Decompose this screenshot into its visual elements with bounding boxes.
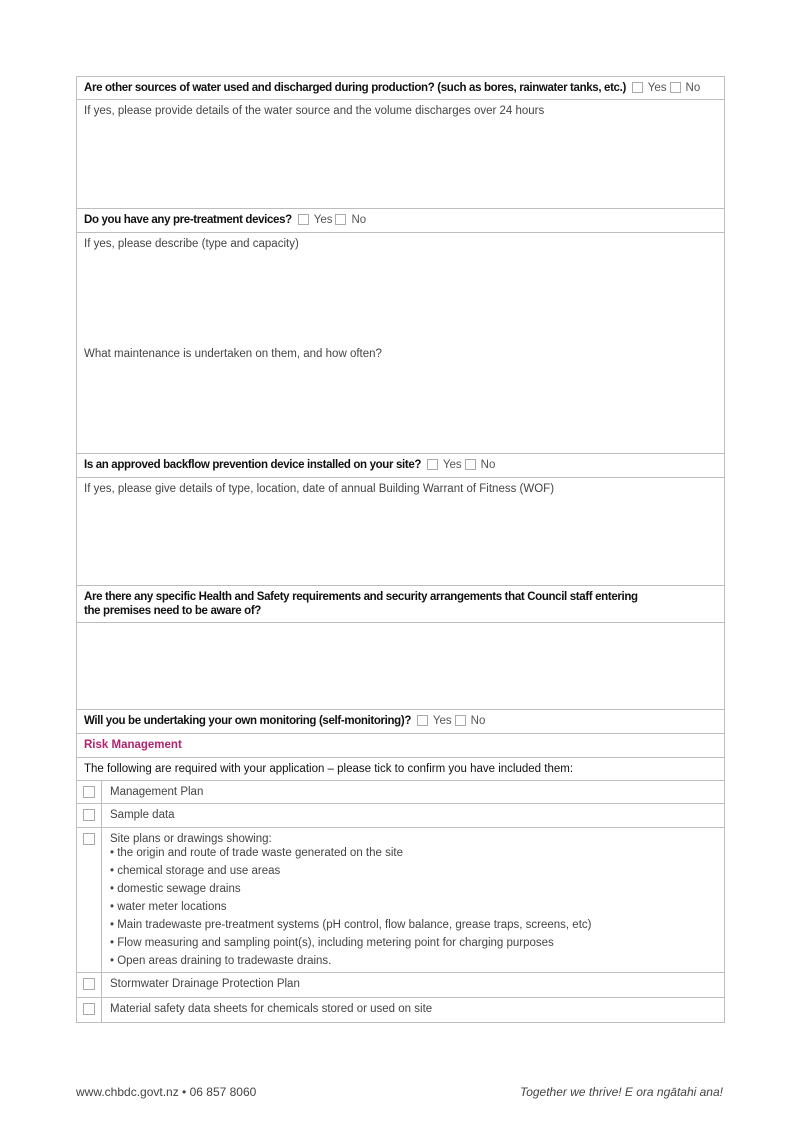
question-text: Do you have any pre-treatment devices? [84,214,292,226]
no-checkbox[interactable] [335,214,346,225]
yes-label: Yes [313,214,333,226]
health-safety-field[interactable] [77,623,724,710]
field-label: If yes, please provide details of the water source and the volume discharges over 24 hours [84,105,545,117]
checklist-item [77,973,724,998]
checkbox[interactable] [83,833,95,845]
site-plan-bullets [110,846,591,968]
item-label: Stormwater Drainage Protection Plan [110,978,300,990]
no-label: No [685,82,701,94]
checklist-item [77,828,724,973]
no-label: No [351,214,367,226]
question-text: Are there any specific Health and Safety requirements and security arrangements that Council staff entering the premises need to be aware of? [84,591,638,617]
bullet: • Flow measuring and sampling point(s), including metering point for charging purposes [110,937,554,949]
bullet: • domestic sewage drains [110,883,241,895]
question-pretreatment [77,209,724,233]
question-text: Are other sources of water used and discharged during production? (such as bores, rainwater tanks, etc.) [84,82,626,94]
no-label: No [470,715,486,727]
yes-checkbox[interactable] [427,459,438,470]
footer-contact: www.chbdc.govt.nz • 06 857 8060 [76,1085,257,1099]
bullet: • water meter locations [110,901,227,913]
yes-label: Yes [442,459,462,471]
field-label: If yes, please describe (type and capacity) [84,238,299,250]
item-label: Site plans or drawings showing: [110,833,272,845]
footer-slogan: Together we thrive! E ora ngātahi ana! [519,1085,723,1099]
question-backflow [77,454,724,478]
bullet: • Main tradewaste pre-treatment systems (pH control, flow balance, grease traps, screens, etc) [110,919,592,931]
yes-label: Yes [432,715,452,727]
no-checkbox[interactable] [465,459,476,470]
question-text: Is an approved backflow prevention device installed on your site? [84,459,422,471]
yes-label: Yes [647,82,667,94]
no-checkbox[interactable] [455,715,466,726]
checkbox[interactable] [83,809,95,821]
question-text: Will you be undertaking your own monitoring (self-monitoring)? [84,715,412,727]
item-label: Material safety data sheets for chemicals stored or used on site [110,1003,433,1015]
bullet: • the origin and route of trade waste generated on the site [110,847,403,859]
field-label: If yes, please give details of type, location, date of annual Building Warrant of Fitness (WOF) [84,483,555,495]
checkbox[interactable] [83,786,95,798]
yes-checkbox[interactable] [632,82,643,93]
yes-checkbox[interactable] [417,715,428,726]
checkbox[interactable] [83,978,95,990]
checklist-item [77,998,724,1023]
question-self-monitoring [77,710,724,734]
item-label: Management Plan [110,786,204,798]
risk-intro: The following are required with your application – please tick to confirm you have included them: [77,758,724,781]
checklist-item [77,781,724,804]
footer [76,1085,723,1129]
no-label: No [480,459,496,471]
bullet: • Open areas draining to tradewaste drains. [110,955,332,967]
bullet: • chemical storage and use areas [110,865,281,877]
question-health-safety [77,586,724,623]
no-checkbox[interactable] [670,82,681,93]
checkbox[interactable] [83,1003,95,1015]
item-label: Sample data [110,809,175,821]
maintenance-label: What maintenance is undertaken on them, and how often? [84,348,382,360]
form-table [76,76,725,1023]
question-other-water-sources [77,77,724,100]
checklist-item [77,804,724,828]
yes-checkbox[interactable] [298,214,309,225]
pretreatment-details-field[interactable] [77,233,724,454]
risk-management-heading: Risk Management [77,734,724,758]
backflow-details-field[interactable] [77,478,724,586]
water-source-details-field[interactable] [77,100,724,209]
